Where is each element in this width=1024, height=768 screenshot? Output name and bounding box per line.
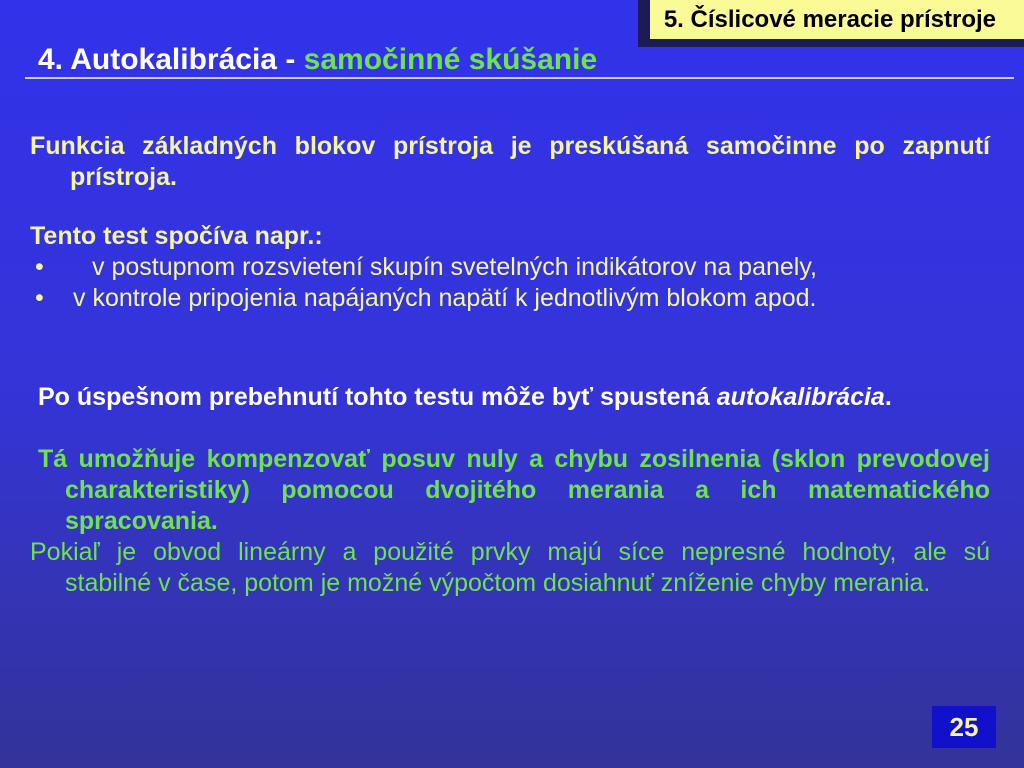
paragraph-line: Tá umožňuje kompenzovať posuv nuly a chybu zosilnenia (sklon prevodovej — [38, 445, 990, 473]
bullet-item — [30, 252, 990, 283]
bullet-text: v postupnom rozsvietení skupín svetelných indikátorov na panely, — [92, 253, 817, 281]
intro-paragraph — [30, 131, 990, 193]
paragraph-line: prístroja. — [70, 163, 177, 191]
result-text-prefix: Po úspešnom prebehnutí tohto testu môže byť spustená — [38, 383, 717, 411]
bullet-text: v kontrole pripojenia napájaných napätí k jednotlivým blokom apod. — [73, 284, 817, 312]
slide-title-main: 4. Autokalibrácia — [38, 43, 277, 76]
slide-title-dash: - — [276, 43, 304, 76]
result-paragraph — [30, 382, 990, 413]
bullet-icon: • — [35, 253, 44, 281]
bullet-icon: • — [35, 284, 44, 312]
chapter-tab — [638, 0, 1024, 47]
slide-title-accent: samočinné skúšanie — [303, 43, 598, 76]
calibration-paragraph — [30, 444, 990, 537]
paragraph-line: charakteristiky) pomocou dvojitého merania a ich matematického — [65, 476, 990, 504]
paragraph-line: Pokiaľ je obvod lineárny a použité prvky majú síce nepresné hodnoty, ale sú — [30, 538, 990, 566]
result-text-italic: autokalibrácia — [716, 383, 885, 411]
paragraph-line: Funkcia základných blokov prístroja je preskúšaná samočinne po zapnutí — [30, 132, 990, 160]
slide-body — [0, 131, 1024, 599]
result-text-suffix: . — [884, 383, 892, 411]
chapter-tab-label: 5. Číslicové meracie prístroje — [663, 6, 996, 33]
paragraph-line: spracovania. — [65, 507, 218, 535]
paragraph-line: stabilné v čase, potom je možné výpočtom dosiahnuť zníženie chyby merania. — [65, 569, 931, 597]
test-heading: Tento test spočíva napr.: — [30, 222, 323, 250]
bullet-item — [30, 283, 990, 314]
linearity-paragraph — [30, 537, 990, 599]
title-underline — [25, 77, 1014, 79]
page-number-badge — [932, 706, 996, 748]
page-number: 25 — [949, 711, 979, 742]
